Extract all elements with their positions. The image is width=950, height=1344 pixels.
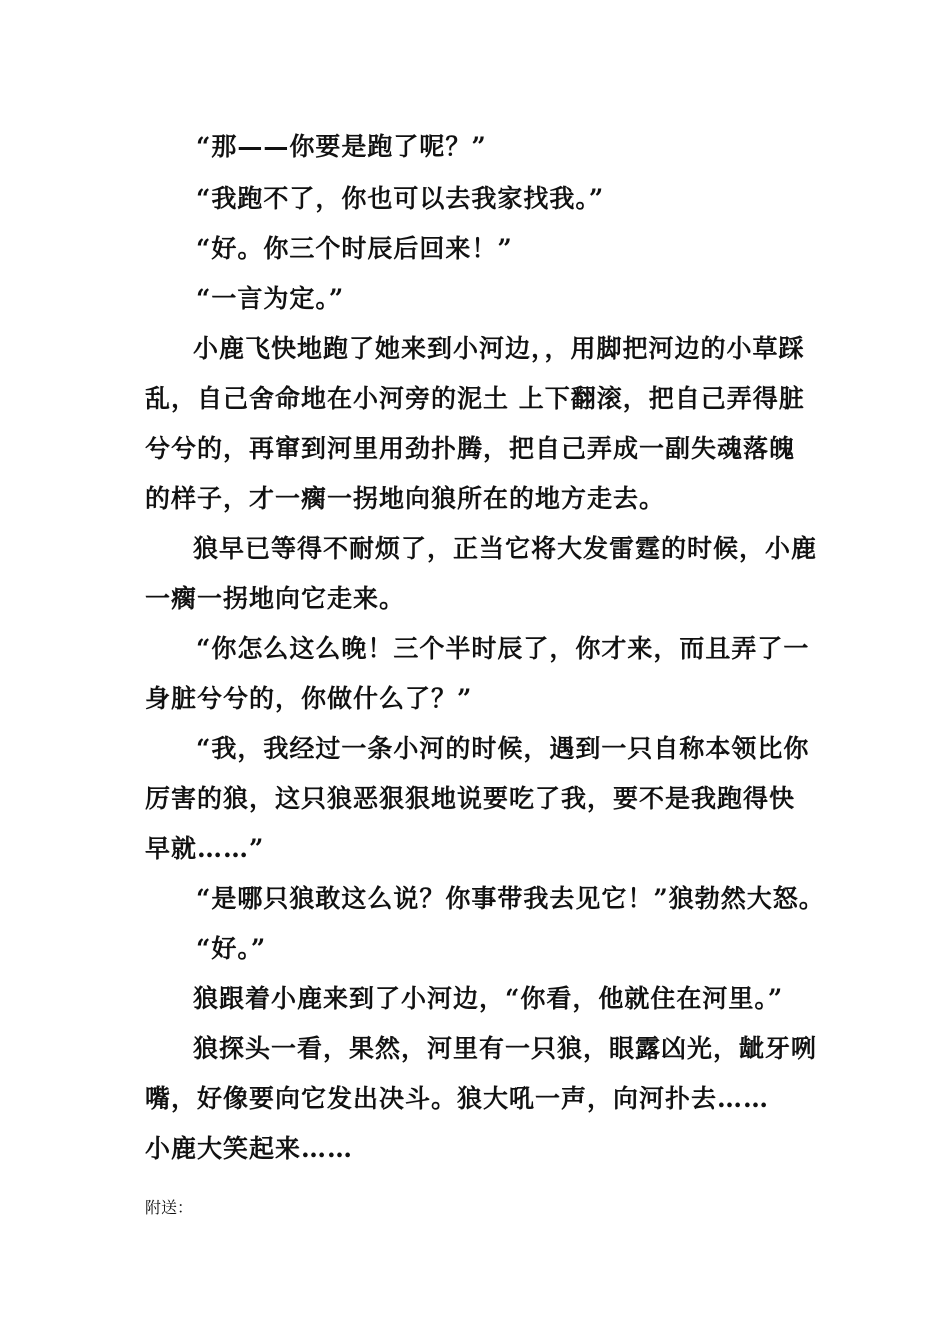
text-line: 身脏兮兮的，你做什么了？” xyxy=(145,684,473,713)
text-line: 厉害的狼，这只狼恶狠狠地说要吃了我，要不是我跑得快 xyxy=(145,784,796,813)
text-line: “我，我经过一条小河的时候，遇到一只自称本领比你 xyxy=(196,734,810,763)
text-line: “好。” xyxy=(196,934,267,963)
appendix-note: 附送： xyxy=(145,1198,194,1217)
text-line: “是哪只狼敢这么说？你事带我去见它！”狼勃然大怒。 xyxy=(196,884,825,913)
text-line: 兮兮的，再窜到河里用劲扑腾，把自己弄成一副失魂落魄 xyxy=(145,434,796,463)
text-line: 早就……” xyxy=(145,834,265,863)
text-line: “我跑不了，你也可以去我家找我。” xyxy=(196,184,605,213)
text-line: 狼跟着小鹿来到了小河边，“你看，他就住在河里。” xyxy=(193,984,784,1013)
text-line: “你怎么这么晚！三个半时辰了，你才来，而且弄了一 xyxy=(196,634,810,663)
text-line: “那——你要是跑了呢？” xyxy=(196,132,487,161)
text-line: 小鹿飞快地跑了她来到小河边，，用脚把河边的小草踩 xyxy=(193,334,805,363)
text-line: 乱，自己舍命地在小河旁的泥土 上下翻滚，把自己弄得脏 xyxy=(145,384,805,413)
text-line: 的样子，才一瘸一拐地向狼所在的地方走去。 xyxy=(145,484,666,513)
text-line: 嘴，好像要向它发出决斗。狼大吼一声，向河扑去…… xyxy=(145,1084,770,1113)
text-line: 狼早已等得不耐烦了，正当它将大发雷霆的时候，小鹿 xyxy=(193,534,818,563)
text-line: 小鹿大笑起来…… xyxy=(145,1134,354,1163)
text-line: 一瘸一拐地向它走来。 xyxy=(145,584,406,613)
text-line: “好。你三个时辰后回来！” xyxy=(196,234,513,263)
text-line: 狼探头一看，果然，河里有一只狼，眼露凶光，龇牙咧 xyxy=(193,1034,818,1063)
text-line: “一言为定。” xyxy=(196,284,345,313)
